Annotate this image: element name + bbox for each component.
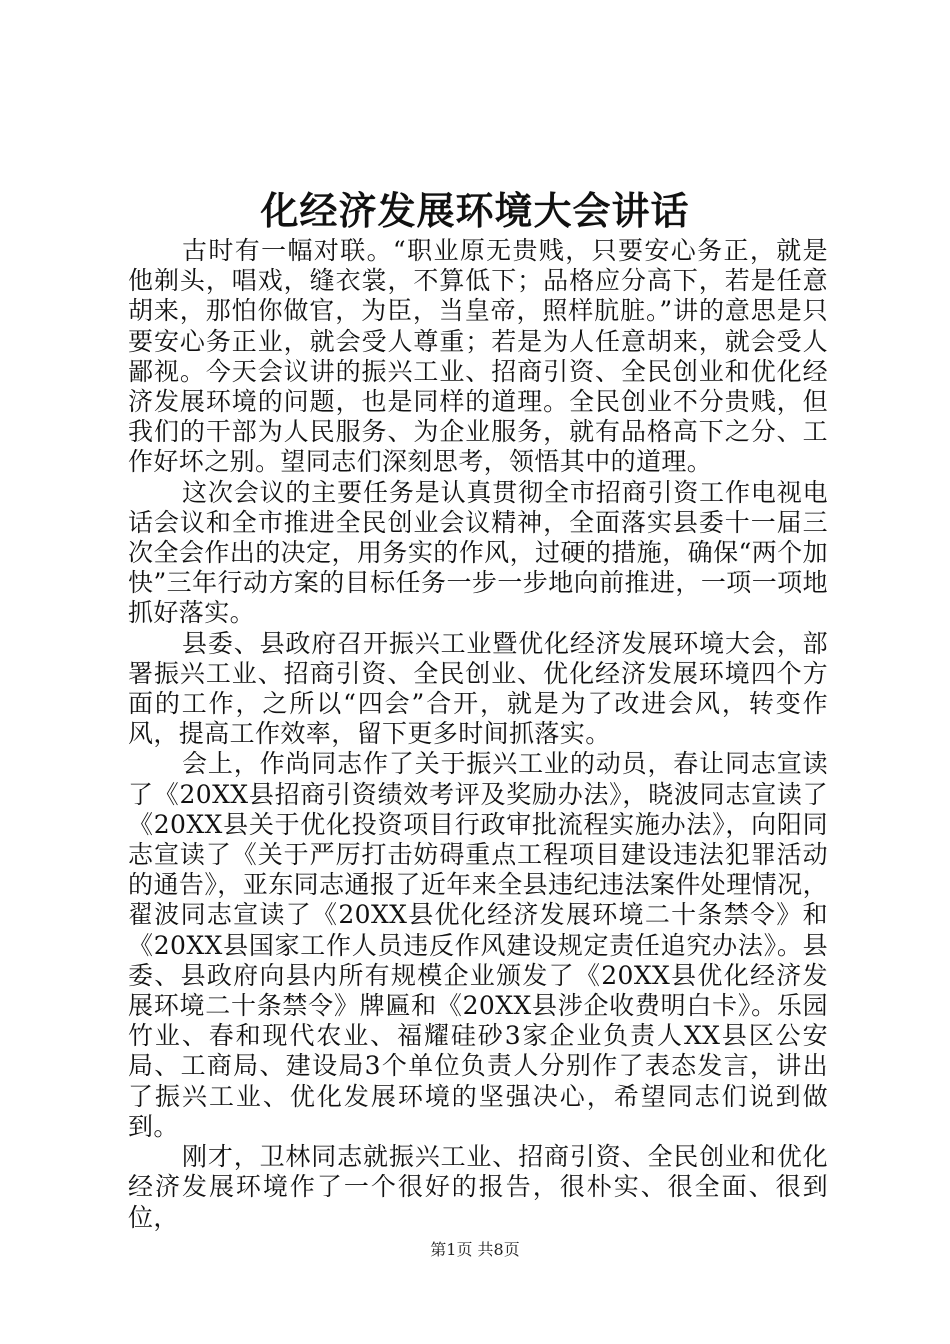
paragraph: 这次会议的主要任务是认真贯彻全市招商引资工作电视电话会议和全市推进全民创业会议精神，全面落实县委十一届三次全会作出的决定，用务实的作风，过硬的措施，确保“两个加快”三年行动方案的目标任务一步一步地向前推进，一项一项地抓好落实。 — [128, 477, 828, 628]
paragraph: 刚才，卫林同志就振兴工业、招商引资、全民创业和优化经济发展环境作了一个很好的报告，很朴实、很全面、很到位， — [128, 1142, 828, 1232]
paragraph: 会上，作尚同志作了关于振兴工业的动员，春让同志宣读了《20XX县招商引资绩效考评及奖励办法》，晓波同志宣读了《20XX县关于优化投资项目行政审批流程实施办法》，向阳同志宣读了《关于严厉打击妨碍重点工程项目建设违法犯罪活动的通告》，亚东同志通报了近年来全县违纪违法案件处理情况，翟波同志宣读了《20XX县优化经济发展环境二十条禁令》和《20XX县国家工作人员违反作风建设规定责任追究办法》。县委、县政府向县内所有规模企业颁发了《20XX县优化经济发展环境二十条禁令》牌匾和《20XX县涉企收费明白卡》。乐园竹业、春和现代农业、福耀硅砂3家企业负责人XX县区公安局、工商局、建设局3个单位负责人分别作了表态发言，讲出了振兴工业、优化发展环境的坚强决心，希望同志们说到做到。 — [128, 749, 828, 1141]
document-body — [128, 236, 828, 1233]
document-title: 化经济发展环境大会讲话 — [260, 188, 690, 233]
paragraph: 县委、县政府召开振兴工业暨优化经济发展环境大会，部署振兴工业、招商引资、全民创业、优化经济发展环境四个方面的工作，之所以“四会”合开，就是为了改进会风，转变作风，提高工作效率，留下更多时间抓落实。 — [128, 628, 828, 749]
page-number-footer: 第1页 共8页 — [430, 1240, 520, 1259]
paragraph: 古时有一幅对联。“职业原无贵贱，只要安心务正，就是他剃头，唱戏，缝衣裳，不算低下；品格应分高下，若是任意胡来，那怕你做官，为臣，当皇帝，照样肮脏。”讲的意思是只要安心务正业，就会受人尊重；若是为人任意胡来，就会受人鄙视。今天会议讲的振兴工业、招商引资、全民创业和优化经济发展环境的问题，也是同样的道理。全民创业不分贵贱，但我们的干部为人民服务、为企业服务，就有品格高下之分、工作好坏之别。望同志们深刻思考，领悟其中的道理。 — [128, 236, 828, 477]
